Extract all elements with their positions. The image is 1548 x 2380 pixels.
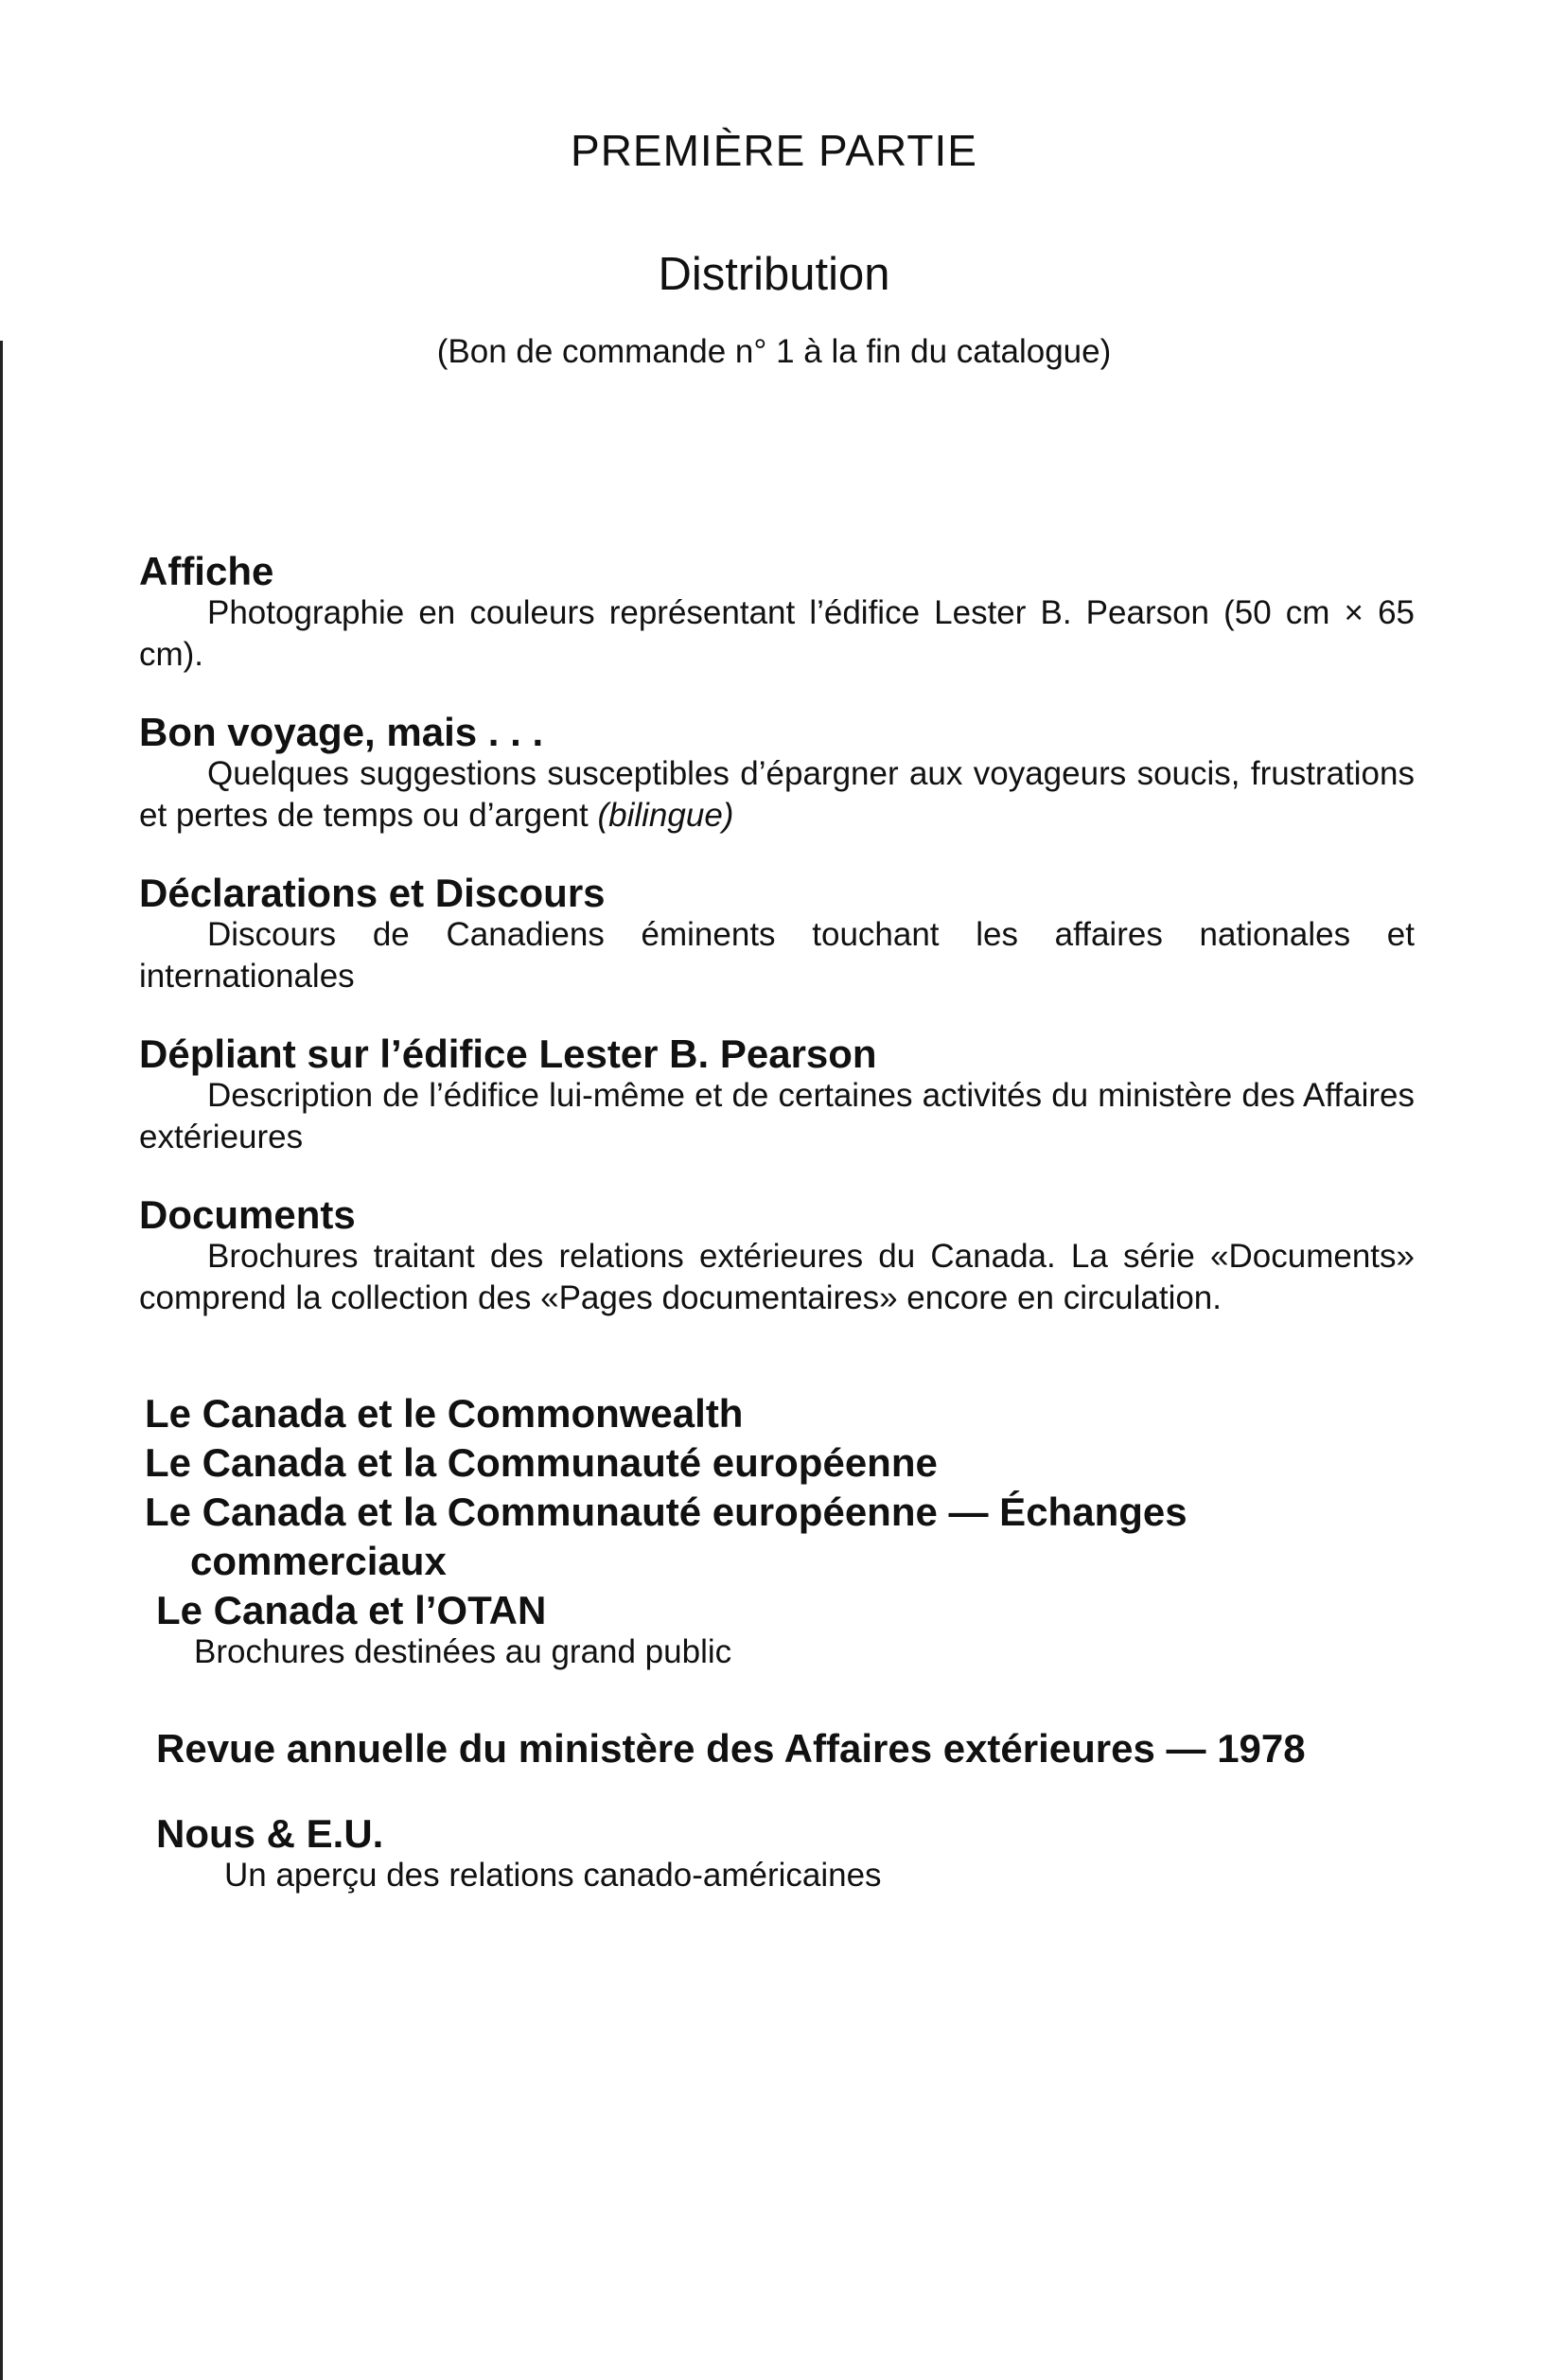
entry-depliant xyxy=(139,1030,1415,1158)
group-description: Brochures destinées au grand public xyxy=(194,1633,732,1670)
entry-bon-voyage xyxy=(139,708,1415,837)
entry-revue-annuelle xyxy=(156,1724,1432,1773)
entry-nous-eu xyxy=(156,1809,1432,1896)
entry-title: Revue annuelle du ministère des Affaires extérieures — 1978 xyxy=(156,1726,1306,1771)
entry-title: Affiche xyxy=(139,549,274,593)
group-title: Le Canada et la Communauté européenne xyxy=(145,1440,938,1485)
entry-title: Dépliant sur l’édifice Lester B. Pearson xyxy=(139,1031,877,1076)
section-note: (Bon de commande n° 1 à la fin du catalogue) xyxy=(436,333,1112,370)
entry-description: Discours de Canadiens éminents touchant les affaires nationales et internationales xyxy=(139,916,1415,995)
group-title: Le Canada et la Communauté européenne — Échanges xyxy=(145,1490,1187,1534)
entry-title: Documents xyxy=(139,1192,356,1237)
entry-title: Nous & E.U. xyxy=(156,1811,384,1856)
group-title: Le Canada et l’OTAN xyxy=(156,1588,547,1632)
group-title-continuation: commerciaux xyxy=(190,1539,447,1583)
entry-canada-brochures xyxy=(145,1389,1420,1673)
entry-description: Un aperçu des relations canado-américaines xyxy=(224,1857,882,1894)
entry-declarations xyxy=(139,869,1415,997)
entry-title: Déclarations et Discours xyxy=(139,871,606,915)
section-title: Distribution xyxy=(658,249,890,300)
scan-edge-rule xyxy=(0,341,3,2380)
entry-description-italic: (bilingue) xyxy=(597,797,734,834)
entry-description: Photographie en couleurs représentant l’édifice Lester B. Pearson (50 cm × 65 cm). xyxy=(139,594,1415,673)
group-title: Le Canada et le Commonwealth xyxy=(145,1391,744,1436)
entry-documents xyxy=(139,1190,1415,1319)
entry-description xyxy=(139,753,1415,837)
entry-description: Brochures traitant des relations extérieures du Canada. La série «Documents» comprend la collection des «Pages documentaires» encore en circulation. xyxy=(139,1238,1415,1316)
entry-description: Description de l’édifice lui-même et de certaines activités du ministère des Affaires extérieures xyxy=(139,1077,1415,1155)
entry-title: Bon voyage, mais . . . xyxy=(139,710,544,754)
entry-description-text: Quelques suggestions susceptibles d’épargner aux voyageurs soucis, frustrations et pertes de temps ou d’argent xyxy=(139,755,1415,834)
part-title: PREMIÈRE PARTIE xyxy=(571,126,977,175)
entry-affiche xyxy=(139,547,1415,676)
